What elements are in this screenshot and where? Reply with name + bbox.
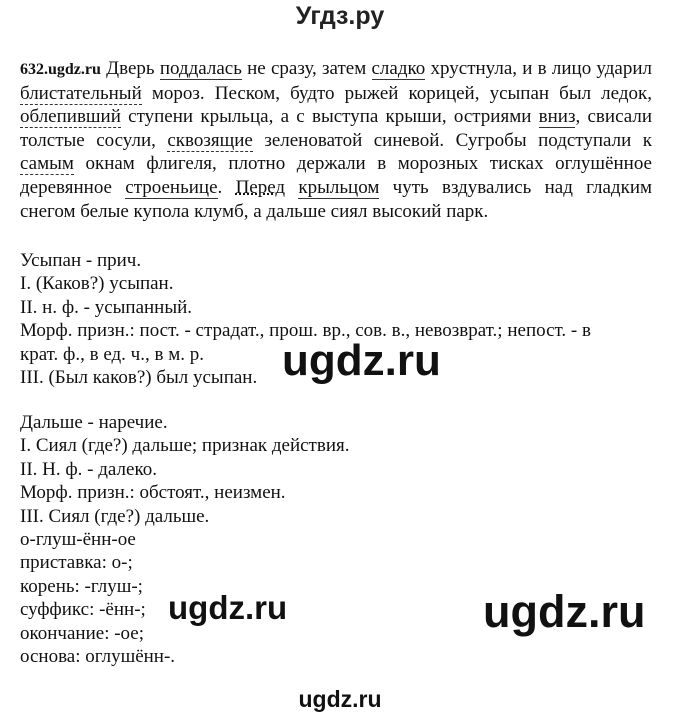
exercise-paragraph	[20, 57, 652, 223]
highlighted-word: поддалась	[159, 58, 242, 79]
exercise-number: 632.ugdz.ru	[20, 61, 101, 78]
highlighted-word: блистательный	[20, 82, 142, 104]
text-segment: мороз. Песком, будто рыжей корицей, усыпан был ледок,	[141, 82, 652, 104]
analysis-line: II. н. ф. - усыпанный.	[20, 296, 193, 318]
analysis-line: Морф. призн.: обстоят., неизмен.	[20, 482, 286, 504]
text-segment: хрустнула, и в лицо ударил	[425, 58, 652, 79]
watermark-bottom: ugdz.ru	[298, 686, 382, 712]
analysis-line: Усыпан - прич.	[20, 250, 142, 271]
analysis-line: окончание: -ое;	[20, 622, 144, 644]
analysis-line: Морф. призн.: пост. - страдат., прош. вр., сов. в., невозврат.; непост. - в	[20, 320, 591, 342]
highlighted-word: облепивший	[20, 106, 121, 128]
site-title: Угдз.ру	[295, 2, 385, 30]
analysis-line: III. (Был каков?) был усыпан.	[20, 367, 258, 389]
text-segment	[285, 177, 298, 198]
analysis-line: Дальше - наречие.	[20, 412, 168, 433]
highlighted-word: сладко	[371, 58, 426, 79]
analysis-line: суффикс: -ённ-;	[20, 599, 146, 621]
analysis-line: крат. ф., в ед. ч., в м. р.	[20, 343, 204, 365]
highlighted-word: самым	[20, 153, 74, 175]
exercise-text	[20, 58, 652, 222]
watermark-left: ugdz.ru	[168, 589, 288, 626]
highlighted-word: строеньице	[125, 176, 218, 198]
analysis-line: I. (Каков?) усыпан.	[20, 273, 174, 295]
text-segment: , свисали толстые сосули,	[20, 106, 652, 151]
analysis-line: основа: оглушённ-.	[20, 646, 176, 668]
highlighted-word: Перед	[235, 176, 286, 198]
watermark-right: ugdz.ru	[483, 586, 646, 637]
analysis-line: корень: -глуш-;	[20, 575, 143, 597]
watermark-mid: ugdz.ru	[282, 336, 441, 385]
analysis-line: приставка: о-;	[20, 552, 133, 574]
text-segment: .	[217, 176, 236, 198]
analysis-line: I. Сиял (где?) дальше; признак действия.	[20, 435, 350, 457]
text-segment: чуть вздувались над гладким снегом белые купола клумб, а дальше сиял высокий парк.	[20, 176, 653, 222]
text-segment: зеленоватой синевой. Сугробы подступали к	[252, 129, 653, 151]
highlighted-word: сквозящие	[167, 129, 253, 151]
analysis-line: о-глуш-ённ-ое	[20, 529, 136, 551]
text-segment: Дверь	[100, 58, 160, 79]
highlighted-word: вниз	[538, 106, 576, 128]
text-segment: окнам флигеля, плотно держали в морозных тисках оглушённое деревянное	[20, 153, 652, 198]
highlighted-word: крыльцом	[298, 176, 380, 198]
text-segment: ступени крыльца, а с выступа крыши, остриями	[120, 106, 539, 128]
text-segment: не сразу, затем	[241, 58, 372, 79]
analysis-line: II. Н. ф. - далеко.	[20, 458, 157, 480]
analysis-line: III. Сиял (где?) дальше.	[20, 505, 210, 527]
